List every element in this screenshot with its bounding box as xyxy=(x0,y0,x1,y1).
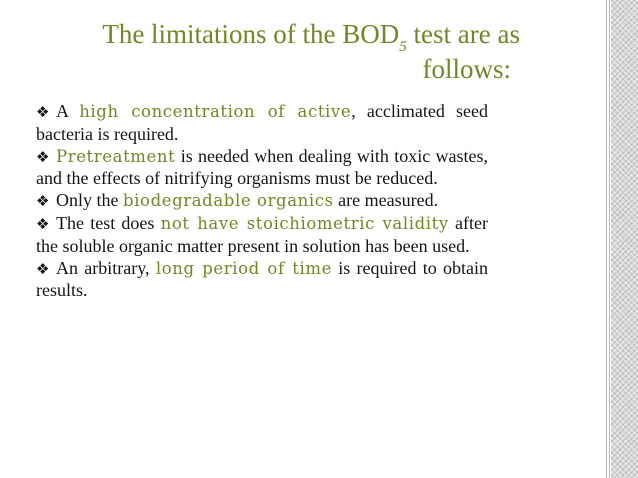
bullet-text: An arbitrary, xyxy=(56,257,156,278)
bullet-list xyxy=(36,101,488,302)
bullet-item xyxy=(36,258,488,303)
highlighted-term: biodegradable organics xyxy=(123,191,334,211)
slide-title-line1 xyxy=(72,17,520,56)
highlighted-term: not have stoichiometric validity xyxy=(160,213,449,233)
bullet-item xyxy=(36,190,488,213)
bullet-item xyxy=(36,101,488,146)
highlighted-term: high concentration of active xyxy=(79,102,352,121)
bullet-text: is needed when dealing with toxic wastes, and the effects of nitrifying organisms must be reduced. xyxy=(36,145,488,189)
diamond-flower-icon: ❖ xyxy=(36,192,50,211)
title-text: The limitations of the BOD xyxy=(102,19,400,49)
decorative-side-band xyxy=(611,0,638,478)
diamond-flower-icon: ❖ xyxy=(36,147,50,166)
bullet-text: , acclimated seed bacteria is required. xyxy=(36,101,489,144)
bullet-text: Only the xyxy=(56,190,123,211)
title-text-rest: test are as xyxy=(406,19,520,49)
side-divider-line xyxy=(609,0,610,478)
bullet-text: The test does xyxy=(56,212,161,233)
diamond-flower-icon: ❖ xyxy=(36,103,50,121)
title-subscript: 5 xyxy=(399,39,407,56)
highlighted-term: long period of time xyxy=(155,258,332,278)
bullet-item xyxy=(36,213,488,258)
highlighted-term: Pretreatment xyxy=(56,146,176,166)
bullet-text: are measured. xyxy=(333,190,439,211)
bullet-item xyxy=(36,146,488,191)
bullet-text: A xyxy=(56,101,80,121)
diamond-flower-icon: ❖ xyxy=(36,259,50,278)
slide-title xyxy=(72,17,520,87)
slide-title-line2: follows: xyxy=(422,54,511,84)
bullet-text: after the soluble organic matter present in solution has been used. xyxy=(36,212,488,256)
side-divider-line xyxy=(606,0,607,478)
bullet-text: is required to obtain results. xyxy=(36,257,489,301)
diamond-flower-icon: ❖ xyxy=(36,214,50,233)
